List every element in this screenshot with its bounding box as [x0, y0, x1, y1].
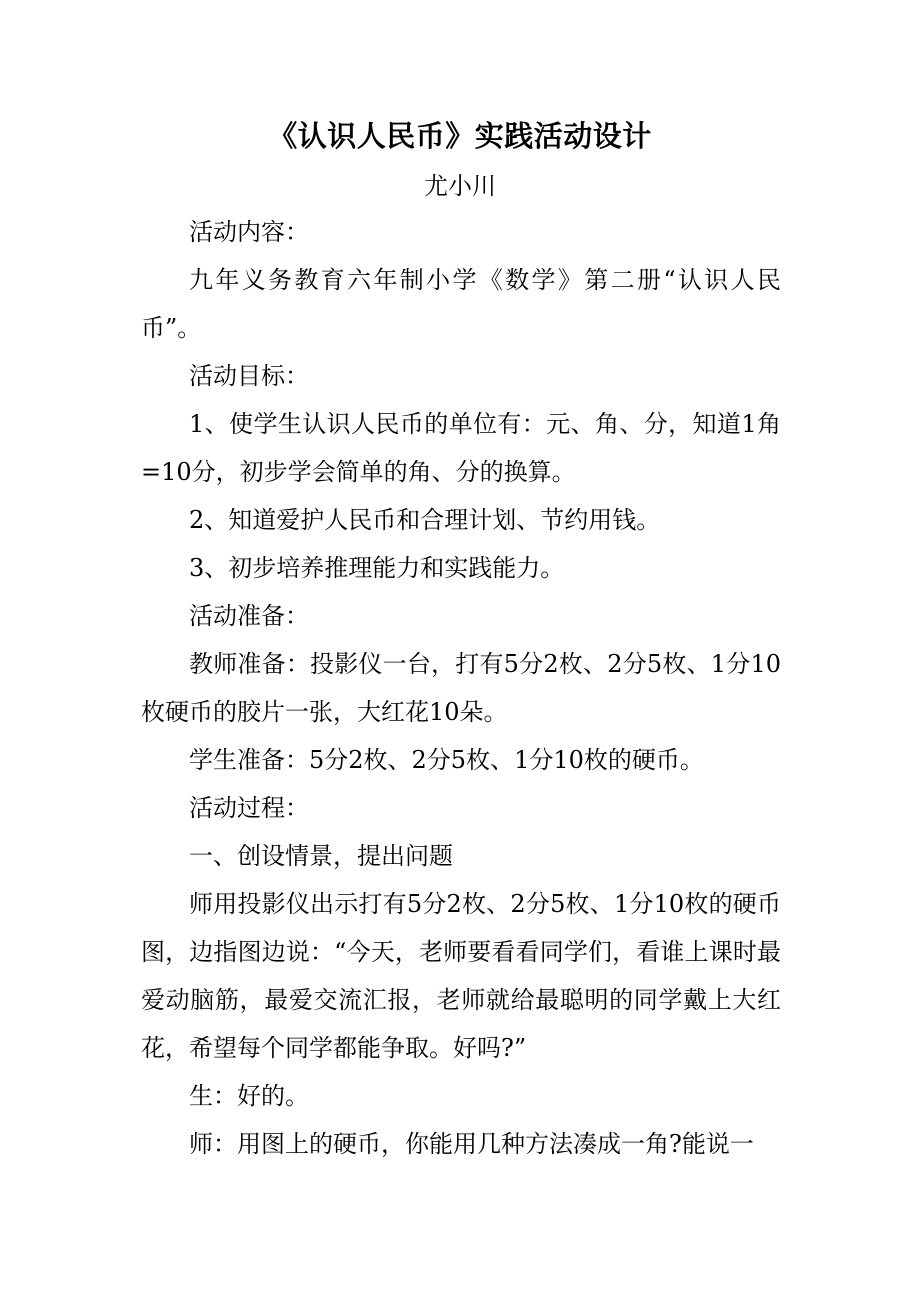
- paragraph-goal-3: 3、初步培养推理能力和实践能力。: [189, 554, 565, 582]
- paragraph-goal-1: 1、使学生认识人民币的单位有：元、角、分，知道1角=10分，初步学会简单的角、分的换算。: [141, 410, 781, 486]
- paragraph-student-reply: 生：好的。: [189, 1082, 309, 1110]
- paragraph-activity-goals-heading: 活动目标：: [189, 362, 309, 390]
- document-title: 《认识人民币》实践活动设计: [268, 119, 652, 153]
- paragraph-teacher-preparation: 教师准备：投影仪一台，打有5分2枚、2分5枚、1分10枚硬币的胶片一张，大红花10朵。: [141, 650, 781, 726]
- paragraph-student-preparation: 学生准备：5分2枚、2分5枚、1分10枚的硬币。: [189, 746, 704, 774]
- paragraph-activity-process-heading: 活动过程：: [189, 794, 309, 822]
- paragraph-activity-preparation-heading: 活动准备：: [189, 602, 309, 630]
- paragraph-activity-content: 九年义务教育六年制小学《数学》第二册“认识人民币”。: [141, 266, 781, 342]
- document-body: [141, 208, 781, 1168]
- document-author: 尤小川: [424, 172, 496, 200]
- paragraph-section-1-heading: 一、创设情景，提出问题: [189, 842, 453, 870]
- paragraph-teacher-question: 师：用图上的硬币，你能用几种方法凑成一角?能说一: [189, 1130, 754, 1158]
- paragraph-teacher-introduction: 师用投影仪出示打有5分2枚、2分5枚、1分10枚的硬币图，边指图边说：“今天，老师要看看同学们，看谁上课时最爱动脑筋，最爱交流汇报，老师就给最聪明的同学戴上大红花，希望每个同学都能争取。好吗?”: [141, 890, 781, 1062]
- paragraph-activity-content-heading: 活动内容：: [189, 218, 309, 246]
- paragraph-goal-2: 2、知道爱护人民币和合理计划、节约用钱。: [189, 506, 661, 534]
